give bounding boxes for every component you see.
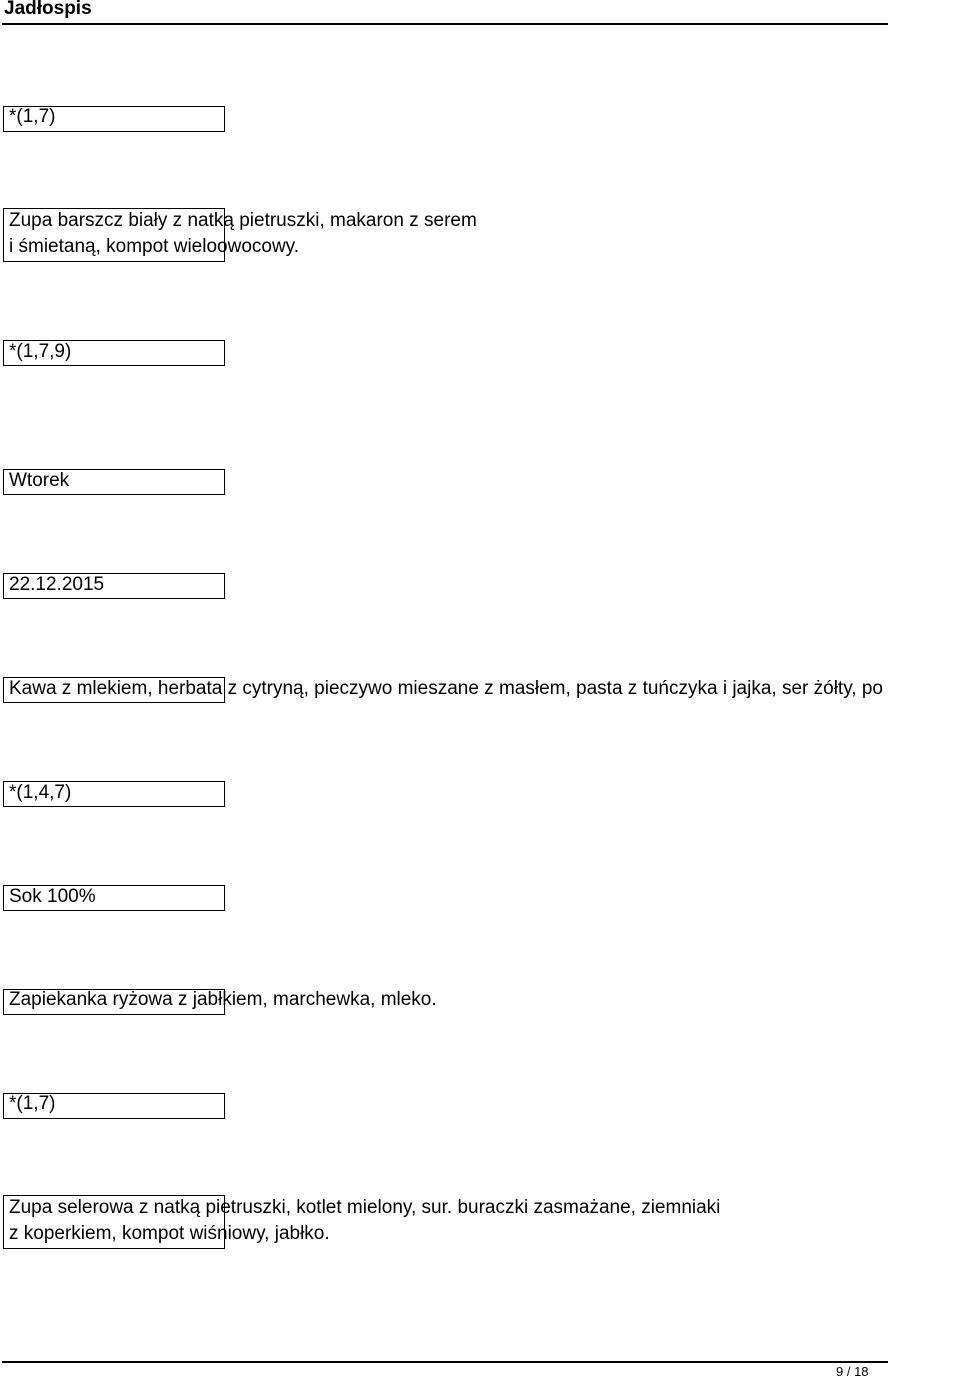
dish-description-line: Zupa selerowa z natką pietruszki, kotlet mielony, sur. buraczki zasmażane, ziemniaki — [9, 1197, 721, 1218]
allergen-codes: *(1,7) — [9, 1093, 56, 1114]
allergen-codes: *(1,7,9) — [9, 341, 72, 362]
dish-description-line: Zupa barszcz biały z natką pietruszki, makaron z serem — [9, 210, 477, 231]
dish-description-line: Zapiekanka ryżowa z jabłkiem, marchewka, mleko. — [9, 989, 437, 1010]
dish-description-line: Kawa z mlekiem, herbata z cytryną, pieczywo mieszane z masłem, pasta z tuńczyka i jajka, ser żółty, po — [9, 678, 883, 699]
document-title: Jadłospis — [4, 0, 92, 19]
header-rule — [2, 23, 888, 25]
day-name: Wtorek — [9, 470, 70, 491]
footer-rule — [2, 1361, 888, 1363]
allergen-codes: *(1,7) — [9, 106, 56, 127]
allergen-codes: *(1,4,7) — [9, 782, 72, 803]
menu-date: 22.12.2015 — [9, 574, 105, 595]
page-number: 9 / 18 — [836, 1364, 869, 1379]
dish-description-line: Sok 100% — [9, 886, 96, 907]
dish-description-line: i śmietaną, kompot wieloowocowy. — [9, 236, 300, 257]
dish-description-line: z koperkiem, kompot wiśniowy, jabłko. — [9, 1223, 330, 1244]
